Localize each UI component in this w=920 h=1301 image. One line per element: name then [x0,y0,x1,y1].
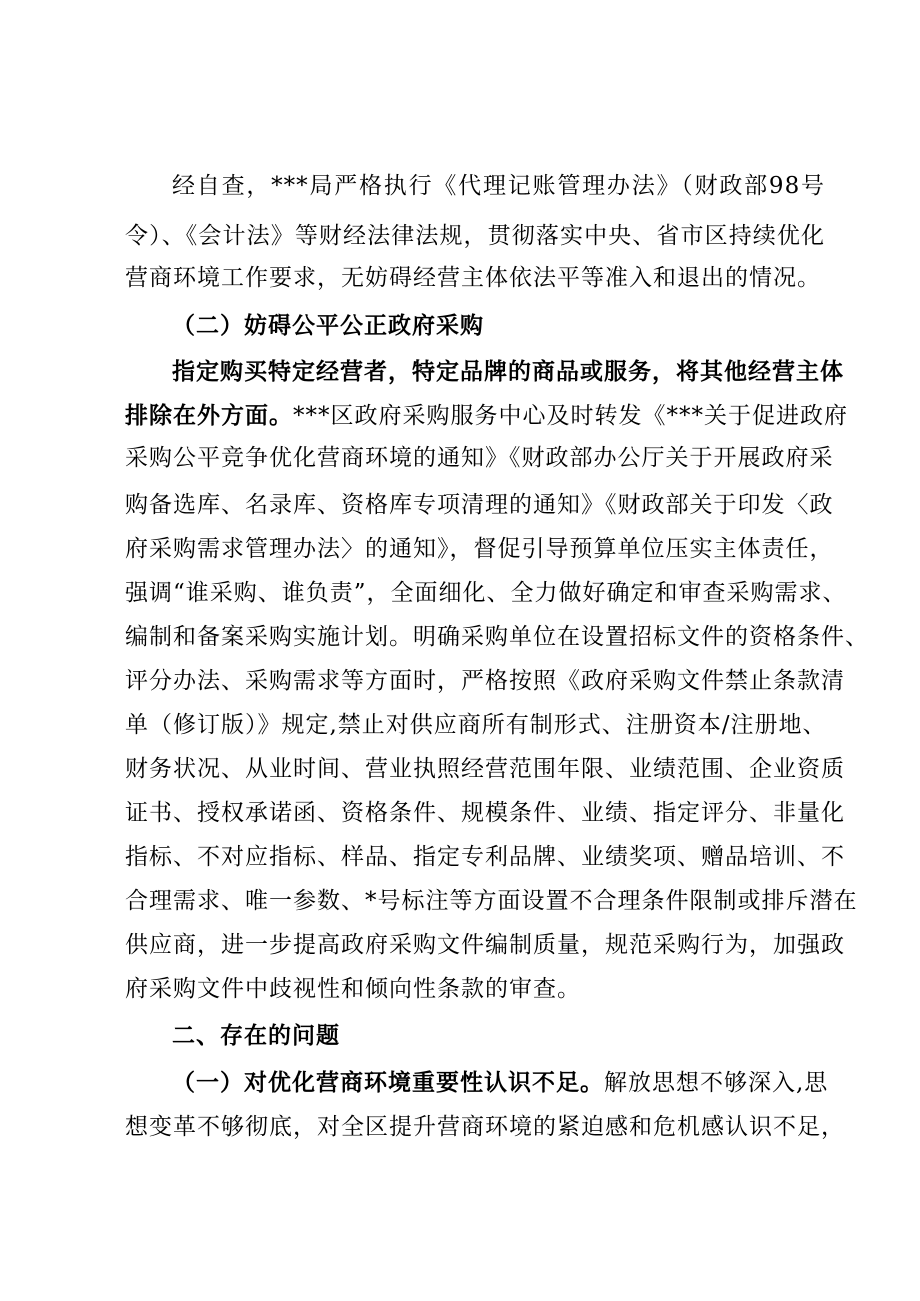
paragraph-line: 想变革不够彻底，对全区提升营商环境的紧迫感和危机感认识不足， [125,1114,845,1140]
paragraph-text: 解放思想不够深入,思 [604,1070,829,1096]
paragraph-line: 府采购需求管理办法〉的通知》，督促引导预算单位压实主体责任， [125,536,834,562]
paragraph-line: 府采购文件中歧视性和倾向性条款的审查。 [125,976,581,1002]
bold-lead-text: （一）对优化营商环境重要性认识不足。 [172,1069,604,1096]
paragraph-line: 编制和备案采购实施计划。明确采购单位在设置招标文件的资格条件、 [125,624,869,650]
paragraph-line: 评分办法、采购需求等方面时，严格按照《政府采购文件禁止条款清 [125,668,845,694]
paragraph-line [125,402,848,430]
paragraph-line: 单（修订版）》规定,禁止对供应商所有制形式、注册资本/注册地、 [125,712,827,738]
paragraph-line: 经自查，***局严格执行《代理记账管理办法》（财政部98号 [172,173,825,199]
bold-lead-text: 排除在外方面。 [125,402,293,429]
paragraph-line: 合理需求、唯一参数、*号标注等方面设置不合理条件限制或排斥潜在 [125,888,858,914]
paragraph-line: 财务状况、从业时间、营业执照经营范围年限、业绩范围、企业资质 [125,756,845,782]
paragraph-line: 指标、不对应指标、样品、指定专利品牌、业绩奖项、赠品培训、不 [125,844,845,870]
paragraph-line-bold: 指定购买特定经营者，特定品牌的商品或服务，将其他经营主体 [172,358,844,385]
paragraph-line: 购备选库、名录库、资格库专项清理的通知》《财政部关于印发〈政 [125,492,834,518]
paragraph-line: 证书、授权承诺函、资格条件、规模条件、业绩、指定评分、非量化 [125,800,845,826]
paragraph-line: 供应商，进一步提高政府采购文件编制质量，规范采购行为，加强政 [125,932,845,958]
paragraph-line [172,1069,829,1097]
paragraph-line: 营商环境工作要求，无妨碍经营主体依法平等准入和退出的情况。 [125,265,821,291]
paragraph-text: ***区政府采购服务中心及时转发《***关于促进政府 [293,403,848,429]
section-heading: 二、存在的问题 [172,1022,340,1049]
paragraph-line: 采购公平竞争优化营商环境的通知》《财政部办公厅关于开展政府采 [125,445,834,471]
paragraph-line: 令）、《会计法》等财经法律法规，贯彻落实中央、省市区持续优化 [125,223,825,249]
subsection-heading: （二）妨碍公平公正政府采购 [172,312,484,339]
paragraph-line: 强调“谁采购、谁负责”，全面细化、全力做好确定和审查采购需求、 [125,580,847,606]
